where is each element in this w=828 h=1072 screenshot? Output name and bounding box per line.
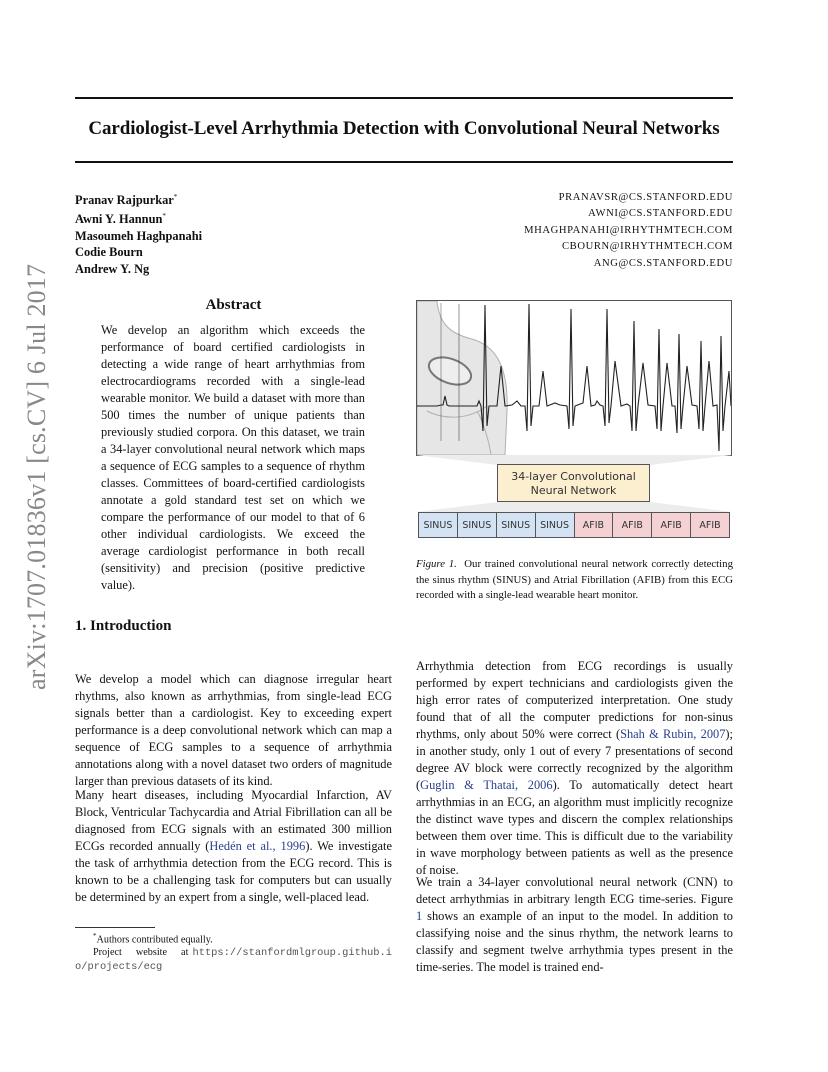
citation-link[interactable]: Guglin & Thatai, 2006: [420, 778, 553, 792]
citation-link[interactable]: Hedén et al., 1996: [209, 839, 306, 853]
rhythm-label-afib: AFIB: [575, 513, 614, 537]
author-email: CBOURN@IRHYTHMTECH.COM: [562, 241, 733, 253]
section-heading-introduction: 1. Introduction: [75, 618, 172, 634]
abstract-text: We develop an algorithm which exceeds the performance of board certified cardiologists in detecting a wide range of heart arrhythmias from electrocardiograms recorded with a single-lead wearable monitor. We build a dataset with more than 500 times the number of unique patients than previously studied corpora. On this dataset, we train a 34-layer convolutional neural network which maps a sequence of ECG samples to a sequence of rhythm classes. Committees of board-certified cardiologists annotate a gold standard test set on which we compare the performance of our model to that of 6 other individual cardiologists. We exceed the average cardiologist performance in both recall (sensitivity) and precision (positive predictive value).: [101, 323, 365, 592]
author-name: Awni Y. Hannun*: [75, 212, 166, 227]
rhythm-label-sinus: SINUS: [497, 513, 536, 537]
network-box: 34-layer Convolutional Neural Network: [497, 464, 650, 502]
author-email: ANG@CS.STANFORD.EDU: [593, 257, 733, 269]
ecg-figure: [416, 300, 732, 456]
rhythm-label-afib: AFIB: [613, 513, 652, 537]
intro-paragraph-1: We develop a model which can diagnose irregular heart rhythms, also known as arrhythmias, from single-lead ECG signals better than a cardiologist. Key to exceeding expert performance is a deep convolutional network which can map a sequence of ECG samples to a sequence of arrhythmia annotations along with a novel dataset two orders of magnitude larger than previous datasets of its kind.: [75, 672, 392, 788]
project-url-link[interactable]: https://stanfordmlgroup.github.io/projects/ecg: [75, 947, 393, 974]
figure-reference-link[interactable]: 1: [416, 909, 423, 923]
title-top-rule: [75, 97, 733, 99]
intro-paragraph-2: Many heart diseases, including Myocardial Infarction, AV Block, Ventricular Tachycardia and Atrial Fibrillation can all be diagnosed from ECG signals with an estimated 300 million ECGs recorded annually (Hedén et al., 1996). We investigate the task of arrhythmia detection from the ECG record. This is known to be a challenging task for computers but can usually be determined by an expert from a single, well-placed lead.: [75, 788, 392, 904]
intro-paragraph-3: Arrhythmia detection from ECG recordings is usually performed by expert technicians and cardiologists given the high error rates of computerized interpretation. One study found that of all the computer predictions for non-sinus rhythms, only about 50% were correct (Shah & Rubin, 2007); in another study, only 1 out of every 7 presentations of second degree AV block were correctly recognized by the algorithm (Guglin & Thatai, 2006). To automatically detect heart arrhythmias in an ECG, an algorithm must implicitly recognize the distinct wave types and discern the complex relationships between them over time. This is difficult due to the variability in wave morphology between patients as well as the presence of noise.: [416, 659, 733, 877]
author-name: Codie Bourn: [75, 245, 143, 260]
footnote-project-website: Project website at https://stanfordmlgroup.github.io/projects/ecg: [75, 947, 393, 974]
author-email: MHAGHPANAHI@IRHYTHMTECH.COM: [524, 224, 733, 236]
rhythm-label-sinus: SINUS: [536, 513, 575, 537]
footnote-equal-contribution: *Authors contributed equally.: [93, 932, 213, 946]
rhythm-label-row: [418, 512, 730, 538]
author-name: Pranav Rajpurkar*: [75, 193, 178, 207]
rhythm-label-sinus: SINUS: [458, 513, 497, 537]
author-emails: [524, 190, 733, 272]
paper-title: Cardiologist-Level Arrhythmia Detection with Convolutional Neural Networks: [88, 118, 720, 139]
author-list: [75, 189, 202, 277]
footnote: [75, 930, 392, 974]
author-name: Andrew Y. Ng: [75, 261, 150, 276]
abstract-heading: Abstract: [205, 297, 262, 313]
title-bottom-rule: [75, 161, 733, 163]
rhythm-label-afib: AFIB: [691, 513, 729, 537]
author-name: Masoumeh Haghpanahi: [75, 228, 203, 243]
figure-caption: Figure 1. Our trained convolutional neural network correctly detecting the sinus rhythm (SINUS) and Atrial Fibrillation (AFIB) from this ECG recorded with a single-lead wearable heart monitor.: [416, 558, 733, 601]
author-email: AWNI@CS.STANFORD.EDU: [588, 208, 733, 220]
intro-paragraph-4: We train a 34-layer convolutional neural network (CNN) to detect arrhythmias in arbitrary length ECG time-series. Figure 1 shows an example of an input to the model. In addition to classifying noise and the sinus rhythm, the network learns to classify and segment twelve arrhythmia types present in the time-series. The model is trained end-: [416, 875, 733, 974]
rhythm-label-sinus: SINUS: [419, 513, 458, 537]
rhythm-label-afib: AFIB: [652, 513, 691, 537]
author-email: PRANAVSR@CS.STANFORD.EDU: [558, 192, 733, 203]
footnote-rule: [75, 927, 155, 928]
citation-link[interactable]: Shah & Rubin, 2007: [620, 727, 726, 741]
arxiv-stamp: arXiv:1707.01836v1 [cs.CV] 6 Jul 2017: [22, 263, 51, 690]
figure-caption-label: Figure 1.: [416, 558, 457, 570]
ecg-waveform-illustration: [417, 301, 731, 455]
